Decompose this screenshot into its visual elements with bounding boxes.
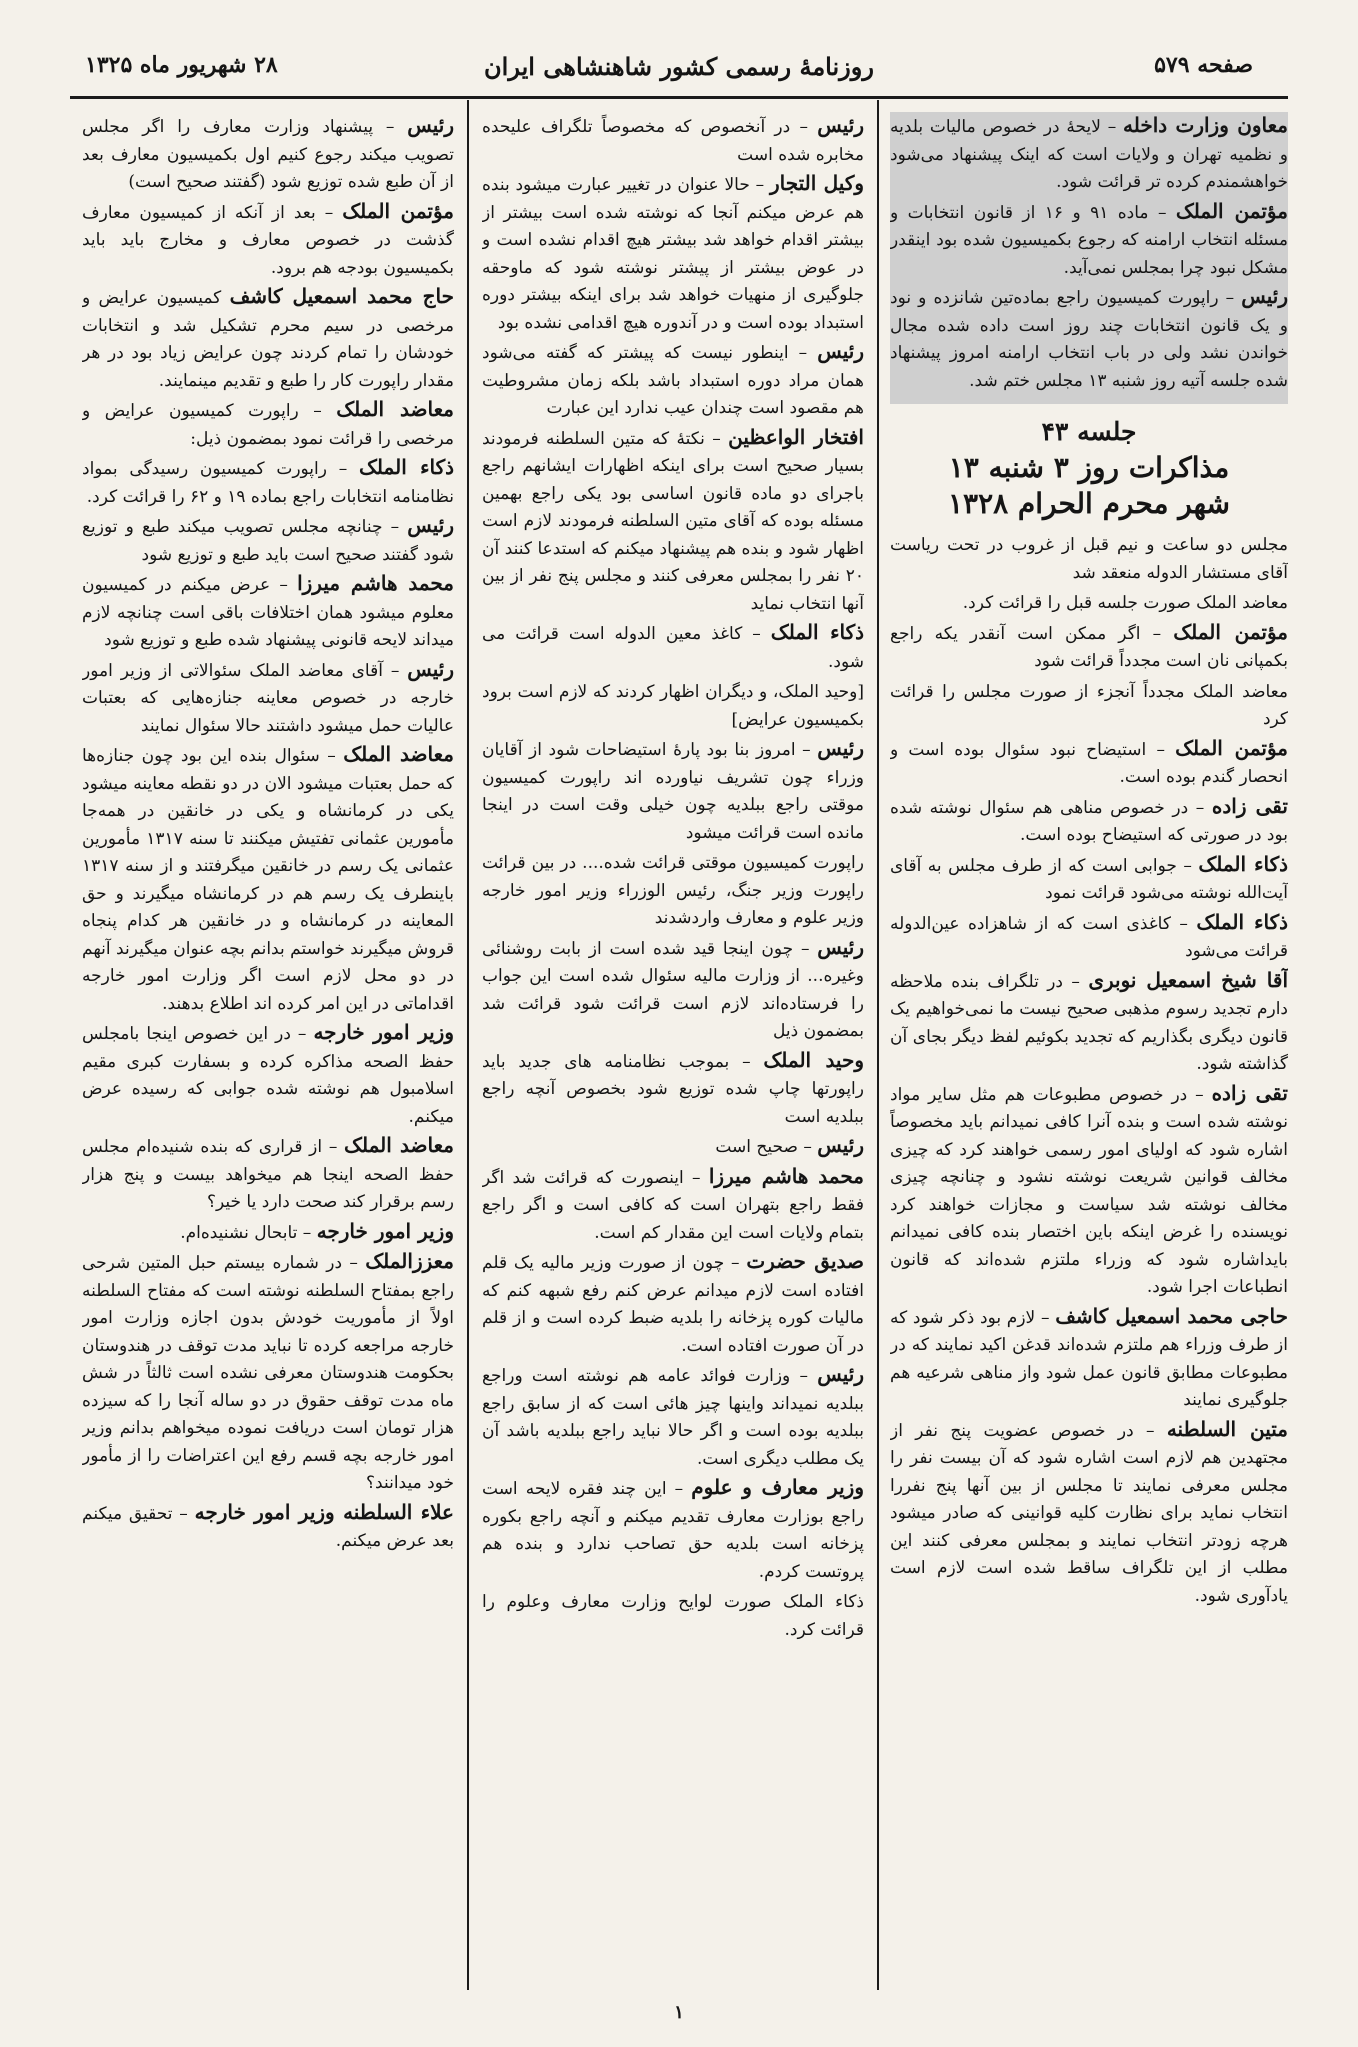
column-right: [890, 112, 1288, 1992]
paragraph: [482, 424, 864, 619]
paragraph-text: – سئوال بنده این بود چون جنازه‌ها که حمل بعتبات میشود الان در دو نقطه معاینه میشود یکی در کرمانشاه و یکی در خانقین در همه‌جا مأمورین عثمانی تفتیش میکنند تا سنه ۱۳۱۷ مأمورین عثمانی یک رسم در خانقین میگرفتند و از سنه ۱۳۱۷ باینطرف یک رسم هم در کرمانشاه میگیرند و حق المعاینه در کرمانشاه و در خانقین هر کدام پنجاه قروش میگیرند خواستم بدانم بچه عنوان میگیرند آنهم در دو محل لازم است اگر وزارت امور خارجه اقداماتی در این امر کرده اند اطلاع بدهند.: [82, 746, 454, 1014]
column-left: [82, 112, 454, 1992]
paragraph: [482, 1248, 864, 1360]
paragraph-text: – در آنخصوص که مخصوصاً تلگراف علیحده مخابره شده است: [482, 117, 864, 165]
speaker: رئیس: [407, 113, 454, 137]
speaker: وزیر امور خارجه: [313, 1020, 454, 1044]
paragraph: [890, 967, 1288, 1079]
column-divider-left: [467, 100, 469, 1990]
session-number: جلسه ۴۳: [1041, 417, 1137, 446]
speaker: علاء السلطنه وزیر امور خارجه: [194, 1499, 454, 1524]
paragraph-text: معاضد الملک مجدداً آنجزء از صورت مجلس را قرائت کرد: [890, 681, 1288, 729]
paragraph: [482, 735, 864, 847]
paragraph-text: – صحیح است: [715, 1137, 818, 1157]
paragraph-text: – اینصورت که قرائت شد اگر فقط راجع بتهران است که کافی است و اگر راجع بتمام ولایات است این مقدار کم است.: [482, 1167, 864, 1243]
paragraph-text: – از قراری که بنده شنیده‌ام مجلس حفظ الصحه اینجا هم میخواهد بیست و پنج هزار رسم برقرار کند صحت دارد یا خیر؟: [82, 1137, 454, 1212]
speaker: معاضد الملک: [343, 742, 454, 766]
paragraph-text: – کاغذی است که از شاهزاده عین‌الدوله قرائت می‌شود: [890, 913, 1288, 961]
paragraph: [82, 283, 454, 395]
speaker: ذکاء الملک: [1196, 909, 1288, 934]
speaker: محمد هاشم میرزا: [708, 1163, 864, 1188]
speaker: معززالملک: [365, 1249, 454, 1273]
footer-page-number: ۱: [674, 2002, 684, 2023]
paragraph-text: – چنانچه مجلس تصویب میکند طبع و توزیع شود گفتند صحیح است باید طبع و توزیع شود: [82, 517, 454, 565]
session-heading: [890, 414, 1288, 522]
paragraph-text: – جوابی است که از طرف مجلس به آقای آیت‌الله نوشته می‌شود قرائت نمود: [890, 855, 1288, 903]
paragraph-text: – تحقیق میکنم بعد عرض میکنم.: [82, 1503, 454, 1551]
paragraph: [890, 1080, 1288, 1302]
newspaper-title: روزنامهٔ رسمی کشور شاهنشاهی ایران: [484, 52, 874, 81]
paragraph-text: – عرض میکنم در کمیسیون معلوم میشود همان اختلافات باقی است چنانچه لازم میداند لایحه قانونی پیشنهاد شده طبع و توزیع شود: [82, 575, 454, 650]
paragraph: [482, 170, 864, 337]
paragraph: [82, 656, 454, 741]
paragraph: [890, 283, 1288, 395]
paragraph: [482, 619, 864, 676]
paragraph: [82, 198, 454, 283]
speaker: وزیر معارف و علوم: [691, 1475, 864, 1499]
paragraph-text: – در خصوص عضویت پنج نفر از مجتهدین هم لازم است اشاره شود که آن بیست نفر را مجلس معرفی نمایند تا مجلس از بین آنها پنج نفررا انتخاب نماید برای نظارت کلیه قوانینی که صادر میشود هرچه زودتر انتخاب نمایند و بمجلس معرفی کنند این مطلب از این تلگراف ساقط شده است لازم است یادآوری شود.: [890, 1420, 1288, 1606]
shaded-notice: [890, 112, 1288, 404]
speaker: وحید الملک: [763, 1047, 864, 1072]
paragraph-text: – پیشنهاد وزارت معارف را اگر مجلس تصویب میکند رجوع کنیم اول بکمیسیون معارف بعد از آن طبع شده توزیع شود (گفتند صحیح است): [82, 117, 454, 192]
paragraph-text: مجلس دو ساعت و نیم قبل از غروب در تحت ریاست آقای مستشار الدوله منعقد شد: [890, 535, 1288, 583]
paragraph-text: – راپورت کمیسیون راجع بماده‌تین شانزده و نود و یک قانون انتخابات چند روز است داده شده مجال خواندن نشد ولی در باب انتخاب ارامنه امروز پیشنهاد شده جلسه آتیه روز شنبه ۱۳ مجلس ختم شد.: [890, 288, 1288, 391]
paragraph: [82, 570, 454, 655]
speaker: مؤتمن الملک: [1175, 735, 1288, 760]
paragraph: [890, 677, 1288, 734]
speaker: رئیس: [817, 339, 864, 363]
paragraph: [482, 677, 864, 734]
paragraph-text: – چون اینجا قید شده است از بابت روشنائی وغیره... از وزارت مالیه سئوال شده است این جواب را فرستاده‌اند لازم است قرائت شود قرائت شد بمضمون ذیل: [482, 938, 864, 1041]
speaker: متین السلطنه: [1166, 1416, 1288, 1441]
paragraph: [82, 454, 454, 511]
masthead-rule: [70, 96, 1288, 99]
paragraph: [890, 588, 1288, 618]
paragraph-text: – کاغذ معین الدوله است قرائت می شود.: [482, 624, 864, 672]
paragraph: [482, 1361, 864, 1473]
paragraph: [890, 198, 1288, 283]
speaker: مؤتمن الملک: [1175, 198, 1288, 223]
column-divider-right: [877, 100, 879, 1990]
speaker: رئیس: [817, 736, 864, 760]
paragraph-text: – در خصوص مناهی هم سئوال نوشته شده بود در صورتی که استیضاح بوده است.: [890, 797, 1288, 845]
paragraph-text: – ماده ۹۱ و ۱۶ از قانون انتخابات و مسئله انتخاب ارامنه که رجوع بکمیسیون شده بود اینقدر مشکل نبود چرا بمجلس نمی‌آید.: [890, 202, 1288, 278]
paragraph: [890, 619, 1288, 676]
paragraph-text: – حالا عنوان در تغییر عبارت میشود بنده هم عرض میکنم آنجا که نوشته شده است بیشتر از بیشتر اقدام خواهد شد بیشتر هیچ اقدام نشده است و در عوض بیشتر از پیشتر نوشته شود که ماوحقه جلوگیری از منهیات خواهد شد برای اینکه بیشتر دوره استبداد بوده است و در آندوره هیچ اقدامی نشده بود: [482, 175, 864, 333]
speaker: حاجی محمد اسمعیل کاشف: [1055, 1303, 1288, 1328]
paragraph-text: – استیضاح نبود سئوال بوده است و انحصار گندم بوده است.: [890, 739, 1288, 787]
speaker: رئیس: [817, 1133, 864, 1157]
paragraph: [890, 735, 1288, 792]
paragraph: [82, 1248, 454, 1498]
speaker: صدیق حضرت: [746, 1249, 864, 1273]
paragraph: [82, 512, 454, 569]
paragraph-text: – در شماره بیستم حبل المتین شرحی راجع بمفتاح السلطنه نوشته است که مفتاح السلطنه اولاً از مأموریت خودش بدون اجازه وزارت امور خارجه مراجعه کرده تا نباید مدت توقف در هندوستان بحکومت هندوستان معرفی نشده است ثالثاً در شش ماه مدت توقف حقوق در دو ساله آنجا را که سیزده هزار تومان است دریافت نموده میخواهم بدانم وزیر امور خارجه بچه قسم رفع این اعتراضات را از مأمور خود میدانند؟: [82, 1253, 454, 1493]
paragraph: [82, 741, 454, 1018]
paragraph: [482, 1047, 864, 1132]
speaker: معاون وزارت داخله: [1122, 113, 1288, 137]
speaker: رئیس: [817, 1362, 864, 1386]
paragraph-text: – آقای معاضد الملک سئوالاتی از وزیر امور خارجه در خصوص معاینه جنازه‌هایی که بعتبات عالیات حمل میشود داشتند حالا سئوال نمایند: [82, 660, 454, 736]
paragraph: [82, 1218, 454, 1248]
paragraph-text: – در این خصوص اینجا بامجلس حفظ الصحه مذاکره کرده و بسفارت کبری مقیم اسلامبول هم نوشته شده جوابی که رسیده عرض میکنم.: [82, 1024, 454, 1127]
speaker: وکیل التجار: [769, 171, 864, 195]
paragraph: [82, 396, 454, 453]
paragraph-text: – راپورت کمیسیون عرایض و مرخصی را قرائت نمود بمضمون ذیل:: [82, 401, 454, 449]
speaker: ذکاء الملک: [359, 455, 454, 479]
speaker: رئیس: [817, 934, 864, 959]
paragraph-text: – این چند فقره لایحه است راجع بوزارت معارف تقدیم میکنم و آنچه راجع بکوره پزخانه است بلدیه حق تصاحب ندارد و بنده هم پروتست کردم.: [482, 1479, 864, 1582]
paragraph-text: – امروز بنا بود پارهٔ استیضاحات شود از آقایان وزراء چون تشریف نیاورده اند راپورت کمیسیون موقتی راجع ببلدیه چون خیلی وقت است در اینجا مانده است قرائت میشود: [482, 740, 864, 843]
speaker: ذکاء الملک: [1198, 851, 1288, 876]
session-date: شهر محرم الحرام ۱۳۲۸: [947, 487, 1231, 520]
speaker: تقی زاده: [1211, 793, 1288, 818]
paragraph-text: – لایحهٔ در خصوص مالیات بلدیه و نظمیه تهران و ولایات است که اینک پیشنهاد می‌شود خواهشمندم کرده تر قرائت شود.: [890, 117, 1288, 192]
paragraph: [482, 848, 864, 933]
speaker: رئیس: [1241, 284, 1288, 308]
speaker: آقا شیخ اسمعیل نوبری: [1088, 967, 1288, 992]
paragraph-text: – راپورت کمیسیون رسیدگی بمواد نظامنامه انتخابات راجع بماده ۱۹ و ۶۲ را قرائت کرد.: [82, 459, 454, 507]
speaker: مؤتمن الملک: [342, 198, 454, 223]
paragraph: [482, 112, 864, 169]
paragraph: [82, 1132, 454, 1217]
paragraph-text: – بموجب نظامنامه های جدید باید راپورتها چاپ شده توزیع شود بخصوص آنچه راجع ببلدیه است: [482, 1051, 864, 1127]
paragraph: [482, 1587, 864, 1644]
paragraph: [890, 909, 1288, 966]
speaker: رئیس: [407, 656, 454, 681]
paragraph-text: معاضد الملک صورت جلسه قبل را قرائت کرد.: [962, 593, 1288, 613]
paragraph-text: – اینطور نیست که پیشتر که گفته می‌شود همان مراد دوره استبداد باشد بلکه زمان مشروطیت هم مقصود است چندان عیب ندارد این عبارت: [482, 343, 864, 418]
speaker: وزیر امور خارجه: [316, 1218, 454, 1243]
paragraph: [890, 793, 1288, 850]
paragraph-text: ذکاء الملک صورت لوایح وزارت معارف وعلوم را قرائت کرد.: [482, 1592, 864, 1640]
page-number-label: صفحه ۵۷۹: [1154, 52, 1253, 78]
paragraph: [890, 1416, 1288, 1611]
paragraph: [482, 338, 864, 423]
speaker: محمد هاشم میرزا: [297, 571, 454, 595]
paragraph-text: [وحید الملک، و دیگران اظهار کردند که لازم است برود بکمیسیون عرایض]: [482, 682, 864, 730]
paragraph-text: – چون از صورت وزیر مالیه یک قلم افتاده است لازم میدانم عرض کنم رفع شبهه کنم که مالیات کوره پزخانه را بلدیه ضبط کرده است و از قلم در آن صورت افتاده است.: [482, 1253, 864, 1356]
paragraph: [82, 1499, 454, 1556]
speaker: معاضد الملک: [344, 1133, 454, 1157]
paragraph-text: – وزارت فوائد عامه هم نوشته است وراجع ببلدیه نمیداند واینها چیز هائی است که از سابق راجع ببلدیه بوده است و اگر حالا نباید راجع ببلدیه باشد آن یک مطلب دیگری است.: [482, 1366, 864, 1469]
paragraph-text: – در خصوص مطبوعات هم مثل سایر مواد نوشته شده است و بنده آنرا کافی نمیدانم باید مخصوصاً اشاره شود که اولیای امور رسمی خواهند کرد که چیزی مخالف قوانین شریعت نوشته نشود و چنانچه چیزی مخالف نوشته شد سیاست و مجازات خواهند کرد نویسنده را غرض اینکه باین اختصار بنده کافی نمیدانم بایداشاره شود که وزراء ملتزم شده‌اند که قانون انطباعات اجرا شود.: [890, 1084, 1288, 1297]
paragraph-text: – نکتهٔ که متین السلطنه فرمودند بسیار صحیح است برای اینکه اظهارات ایشانهم راجع باجرای دو ماده قانون اساسی بود یکی راجع بهمین مسئله بوده که آقای متین السلطنه فرمودند لازم است اظهار شود و بنده هم پیشنهاد میکنم که استدعا کنند آن ۲۰ نفر را بمجلس معرفی کنند و مجلس پنج نفر از بین آنها انتخاب نماید: [482, 428, 864, 614]
paragraph: [890, 112, 1288, 197]
paragraph: [82, 112, 454, 197]
speaker: افتخار الواعظین: [728, 424, 864, 449]
speaker: معاضد الملک: [336, 397, 454, 421]
issue-date: ۲۸ شهریور ماه ۱۳۲۵: [85, 52, 278, 78]
paragraph-text: – اگر ممکن است آنقدر یکه راجع بکمپانی نان است مجدداً قرائت شود: [890, 623, 1288, 671]
column-middle: [482, 112, 864, 1992]
speaker: رئیس: [407, 513, 454, 537]
paragraph-text: – در تلگراف بنده ملاحظه دارم تجدید رسوم مذهبی صحیح نیست ما نمی‌خواهیم یک قانون دیگری بگذاریم که تجدید بکوئیم لفظ دیگر بجای آن گذاشته شود.: [890, 971, 1288, 1074]
paragraph-text: راپورت کمیسیون موقتی قرائت شده.... در بین قرائت راپورت وزیر جنگ، رئیس الوزراء وزیر امور خارجه وزیر علوم و معارف واردشدند: [482, 853, 864, 928]
speaker: رئیس: [817, 113, 864, 137]
paragraph: [482, 1163, 864, 1248]
session-title: مذاکرات روز ۳ شنبه ۱۳: [948, 451, 1230, 484]
paragraph: [482, 934, 864, 1046]
paragraph-text: – لازم بود ذکر شود که از طرف وزراء هم ملتزم شده‌اند قدغن اکید نمایند که در مطبوعات مطابق قانون عمل شود واز مناهی شرعیه هم جلوگیری نمایند: [890, 1307, 1288, 1410]
paragraph: [82, 1019, 454, 1131]
paragraph: [482, 1474, 864, 1586]
paragraph-text: – تابحال نشنیده‌ام.: [180, 1222, 317, 1243]
speaker: مؤتمن الملک: [1173, 619, 1288, 644]
paragraph: [482, 1132, 864, 1162]
speaker: تقی زاده: [1211, 1080, 1288, 1105]
speaker: ذکاء الملک: [770, 620, 864, 644]
paragraph: [890, 851, 1288, 908]
paragraph-text: – بعد از آنکه از کمیسیون معارف گذشت در خصوص معارف و مخارج باید باید بکمیسیون بودجه هم برود.: [82, 202, 454, 278]
paragraph-text: کمیسیون عرایض و مرخصی در سیم محرم تشکیل شد و انتخابات خودشان را تمام کردند چون عرایض زیاد بود در هر مقدار راپورت کار را طبع و تقدیم مینمایند.: [82, 288, 454, 391]
paragraph: [890, 1303, 1288, 1415]
speaker: حاج محمد اسمعیل کاشف: [229, 284, 454, 308]
paragraph: [890, 530, 1288, 587]
masthead: [0, 0, 1358, 98]
